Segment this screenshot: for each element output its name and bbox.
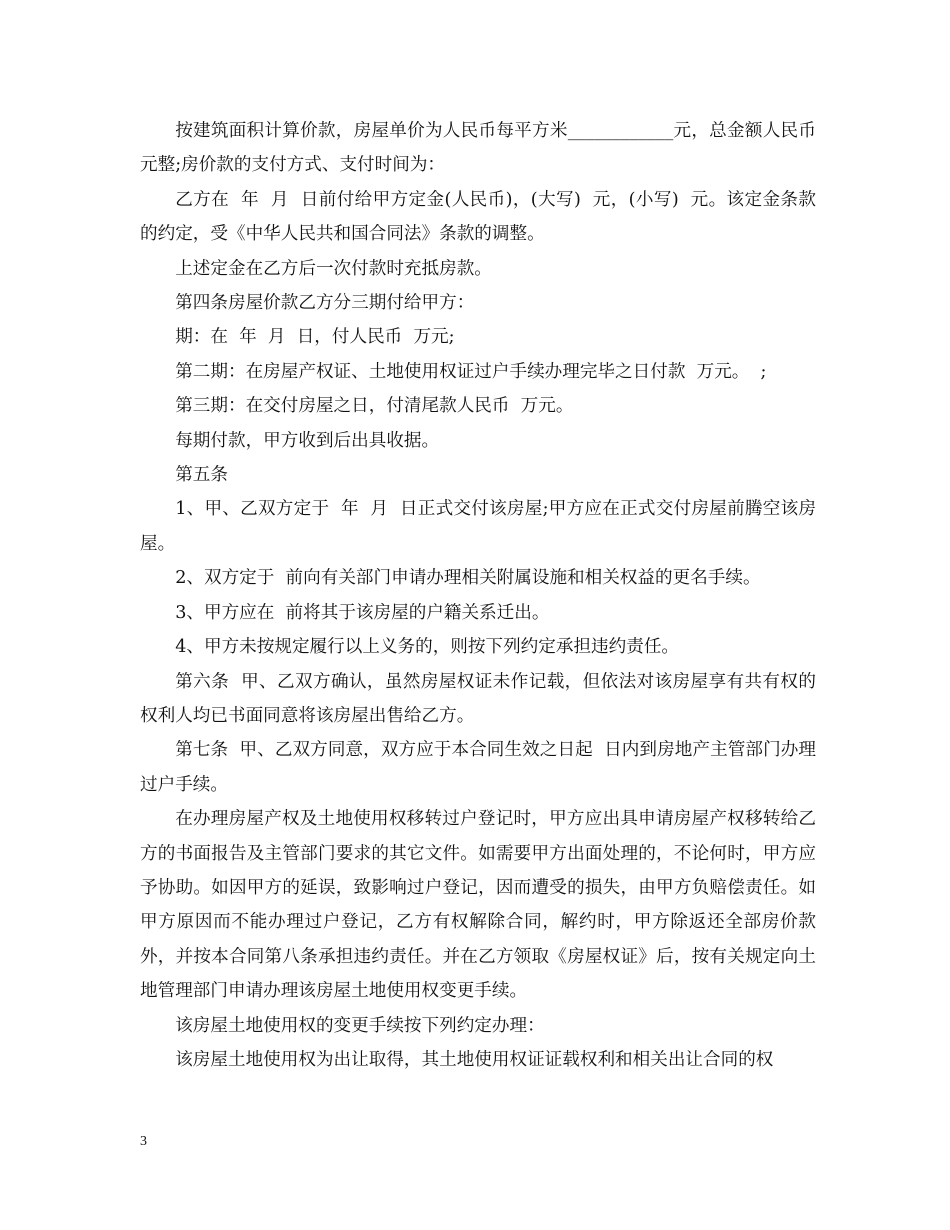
article-5-item-1: 1、甲、乙双方定于 年 月 日正式交付该房屋;甲方应在正式交付房屋前腾空该房屋。	[140, 499, 816, 554]
article-7: 第七条 甲、乙双方同意，双方应于本合同生效之日起 日内到房地产主管部门办理过户手续。	[140, 740, 816, 795]
paragraph-receipt: 每期付款，甲方收到后出具收据。	[175, 430, 440, 451]
paragraph-deposit-offset: 上述定金在乙方后一次付款时充抵房款。	[175, 258, 492, 279]
paragraph-land-use-change: 该房屋土地使用权的变更手续按下列约定办理：	[175, 1015, 545, 1036]
paragraph-unit-price: 按建筑面积计算价款，房屋单价为人民币每平方米____________元，总金额人民币 元整;房价款的支付方式、支付时间为：	[140, 121, 828, 176]
payment-phase-3: 第三期：在交付房屋之日，付清尾款人民币 万元。	[175, 396, 574, 417]
payment-phase-2: 第二期：在房屋产权证、土地使用权证过户手续办理完毕之日付款 万元。 ;	[175, 361, 767, 382]
article-5-item-3: 3、甲方应在 前将其于该房屋的户籍关系迁出。	[175, 602, 550, 623]
paragraph-land-use-grant: 该房屋土地使用权为出让取得，其土地使用权证证载权利和相关出让合同的权	[175, 1049, 774, 1070]
page-number: 3	[140, 1134, 147, 1149]
article-5-item-2: 2、双方定于 前向有关部门申请办理相关附属设施和相关权益的更名手续。	[175, 568, 761, 589]
article-5-heading: 第五条	[175, 465, 228, 486]
article-5-item-4: 4、甲方未按规定履行以上义务的，则按下列约定承担违约责任。	[175, 637, 680, 658]
paragraph-transfer-registration: 在办理房屋产权及土地使用权移转过户登记时，甲方应出具申请房屋产权移转给乙方的书面报告及主管部门要求的其它文件。如需要甲方出面处理的，不论何时，甲方应予协助。如因甲方的延误，致影响过户登记，因而遭受的损失，由甲方负赔偿责任。如甲方原因而不能办理过户登记，乙方有权解除合同，解约时，甲方除返还全部房价款外，并按本合同第八条承担违约责任。并在乙方领取《房屋权证》后，按有关规定向土地管理部门申请办理该房屋土地使用权变更手续。	[140, 809, 816, 1002]
article-4-heading: 第四条房屋价款乙方分三期付给甲方：	[175, 293, 475, 314]
document-body	[140, 114, 828, 1077]
article-6: 第六条 甲、乙双方确认，虽然房屋权证未作记载，但依法对该房屋享有共有权的权利人均已书面同意将该房屋出售给乙方。	[140, 671, 816, 726]
paragraph-deposit: 乙方在 年 月 日前付给甲方定金(人民币)，(大写) 元，(小写) 元。该定金条款的约定，受《中华人民共和国合同法》条款的调整。	[140, 189, 816, 245]
payment-phase-1: 期：在 年 月 日，付人民币 万元;	[175, 327, 455, 348]
